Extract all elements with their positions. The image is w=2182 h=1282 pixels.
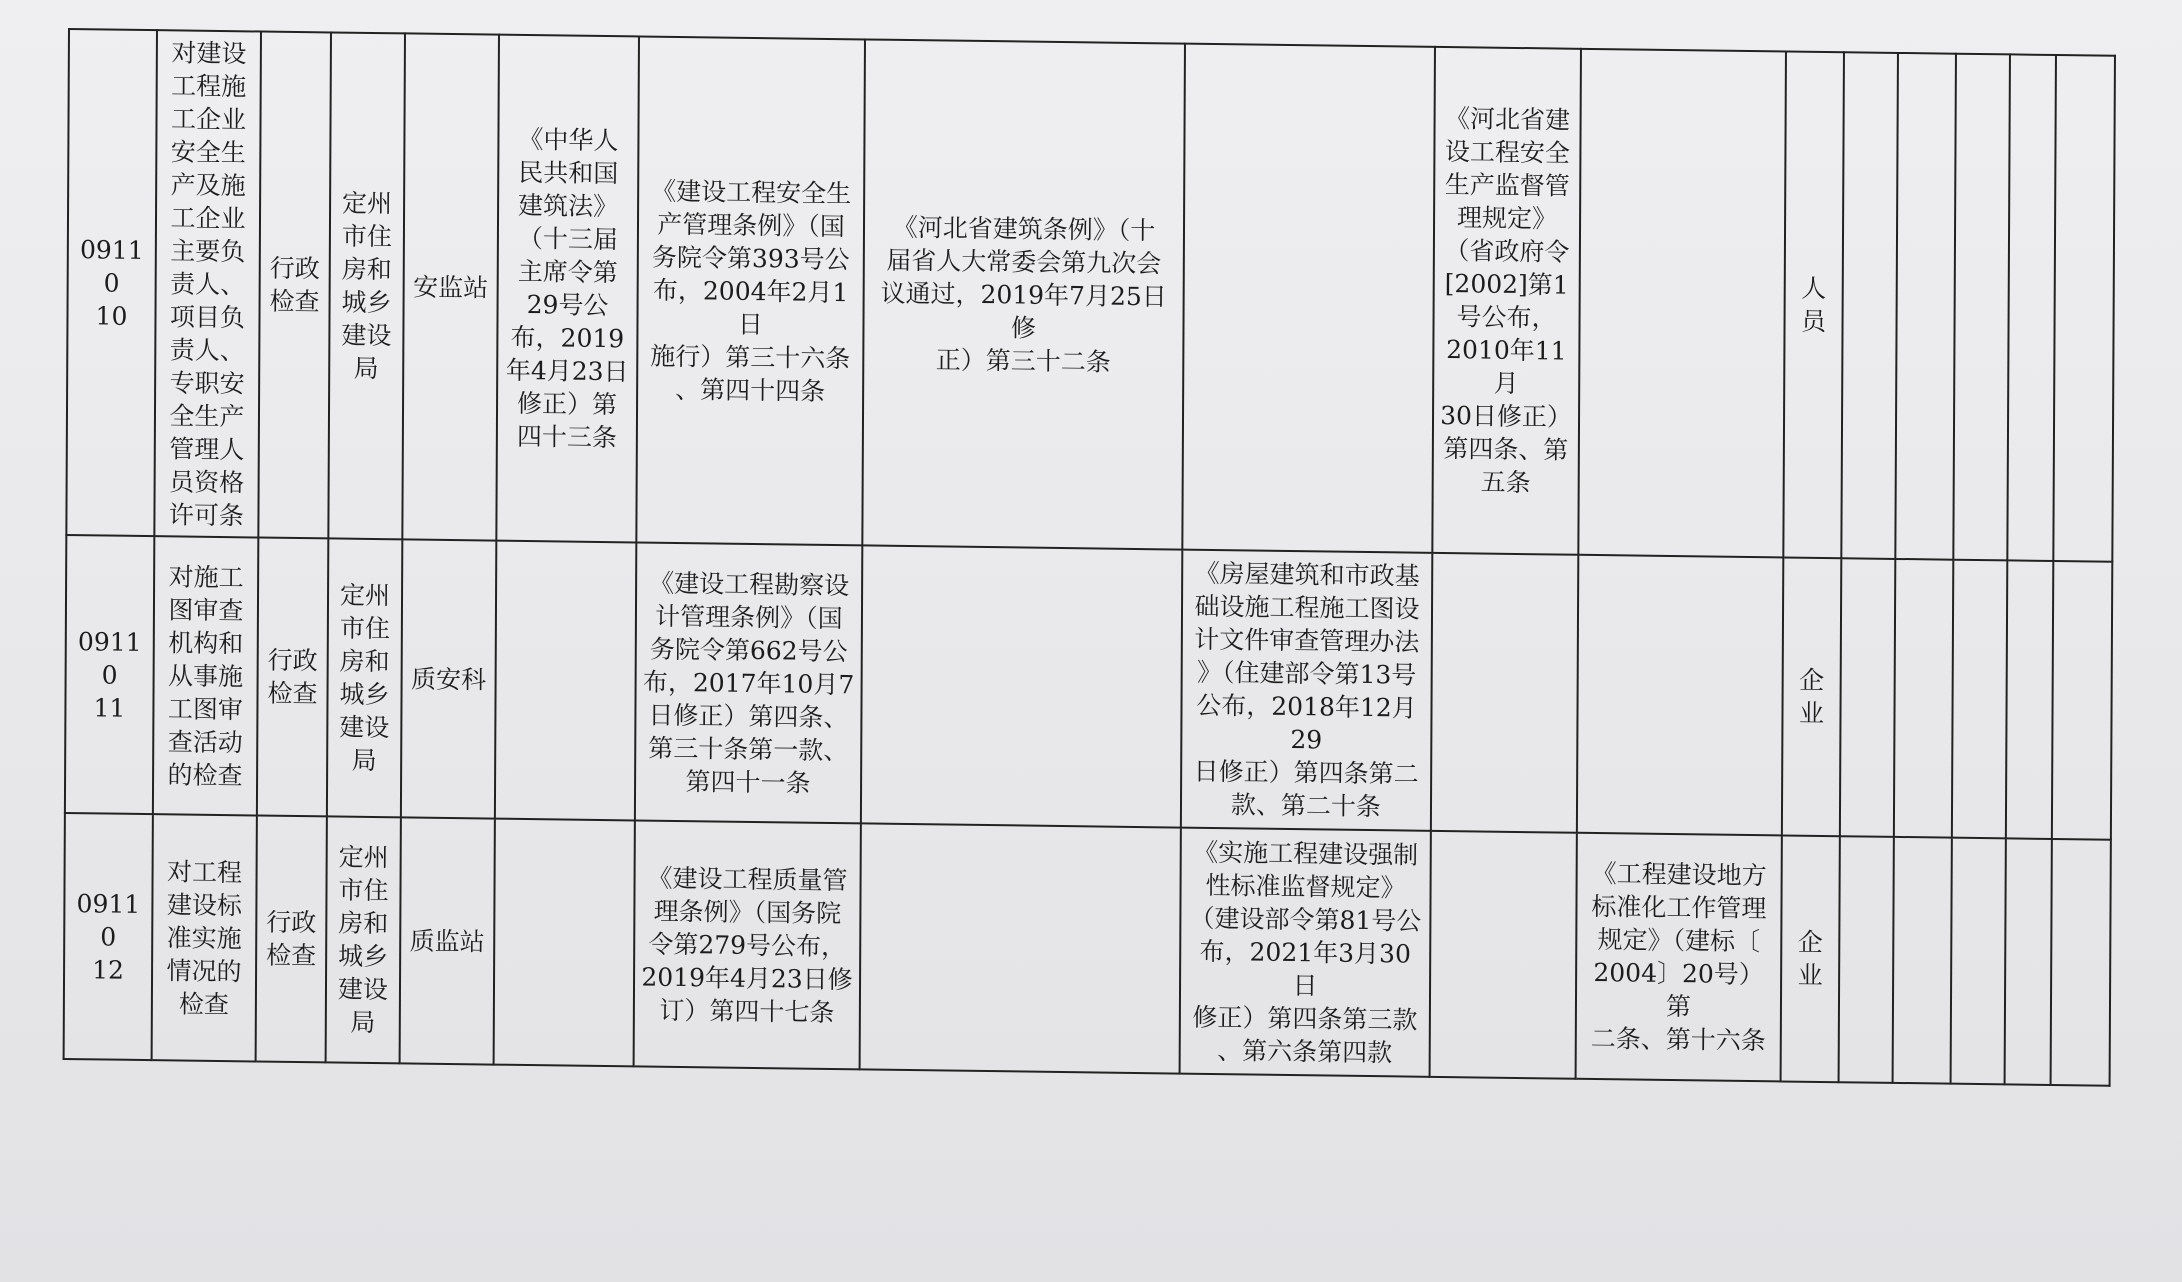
department-cell (326, 816, 401, 1063)
implementing-unit: 安监站 (413, 272, 489, 303)
admin-regulation-basis: 《建设工程勘察设 计管理条例》（国 务院令第662号公 布，2017年10月7 日修正）第四条、 第三十条第一款、 第四十一条 (642, 568, 855, 798)
inspection-object: 企 业 (1798, 665, 1825, 728)
empty-cell (2006, 560, 2053, 839)
admin-regulation-cell (635, 542, 862, 823)
table-row (66, 29, 2115, 562)
local-rule-cell (1430, 831, 1577, 1079)
empty-cell (1841, 52, 1898, 559)
department-rule-basis: 《房屋建筑和市政基 础设施工程施工图设 计文件审查管理办法 》（住建部令第13号 公布，2018年12月29 日修正）第四条第二 款、第二十条 (1193, 558, 1420, 822)
inspection-object-cell (1781, 835, 1840, 1082)
empty-cell (1839, 836, 1894, 1083)
law-basis-cell (495, 541, 636, 821)
local-regulation-basis: 《河北省建筑条例》（十 届省人大常委会第九次会 议通过，2019年7月25日修 正）第三十二条 (880, 212, 1167, 377)
empty-cell (1951, 838, 2006, 1085)
unit-cell (402, 33, 499, 540)
inspection-object-cell (1782, 557, 1841, 836)
law-basis-cell (496, 35, 639, 543)
admin-regulation-basis: 《建设工程安全生 产管理条例》（国 务院令第393号公 布，2004年2月1日 施行）第三十六条 、第四十四条 (650, 176, 852, 406)
department-rule-cell (1180, 828, 1431, 1077)
local-regulation-cell (860, 823, 1181, 1073)
local-rule-cell (1431, 553, 1578, 833)
item-type: 行政 检查 (267, 645, 318, 709)
local-regulation-cell (861, 545, 1182, 827)
item-code-cell (64, 813, 153, 1060)
item-type: 行政 检查 (269, 253, 320, 317)
item-code-cell (66, 29, 157, 536)
department-cell (328, 32, 405, 539)
document-sheet (63, 28, 2114, 1087)
empty-cell (1893, 837, 1952, 1084)
local-rule-cell (1432, 47, 1581, 555)
implementing-unit: 质监站 (409, 925, 485, 956)
item-name: 对工程 建设标 准实施 情况的 检查 (166, 856, 243, 1019)
department-rule-basis: 《实施工程建设强制 性标准监督规定》 （建设部令第81号公 布，2021年3月30日 修正）第四条第三款 、第六条第四款 (1189, 837, 1422, 1067)
unit-cell (401, 539, 496, 818)
department: 定州 市住 房和 城乡 建设 局 (337, 842, 389, 1038)
local-rule-basis: 《河北省建 设工程安全 生产监督管 理规定》 （省政府令 [2002]第1 号公布， 2010年11月 30日修正） 第四条、第 五条 (1440, 104, 1573, 498)
empty-cell (1895, 53, 1956, 560)
item-code: 09110 10 (79, 234, 144, 331)
empty-cell (1952, 560, 2007, 839)
empty-cell (2051, 839, 2111, 1086)
other-basis: 《工程建设地方 标准化工作管理 规定》（建标〔 2004〕20号）第 二条、第十六条 (1590, 858, 1767, 1056)
empty-cell (1894, 559, 1953, 838)
other-basis-cell (1577, 555, 1783, 836)
department: 定州 市住 房和 城乡 建设 局 (339, 580, 391, 776)
department: 定州 市住 房和 城乡 建设 局 (341, 188, 393, 384)
implementing-unit: 质安科 (411, 664, 487, 694)
item-name-cell (154, 30, 261, 537)
admin-regulation-cell (634, 820, 861, 1069)
department-rule-cell (1181, 550, 1432, 831)
unit-cell (400, 817, 495, 1064)
item-code-cell (65, 535, 154, 814)
item-type-cell (258, 32, 331, 539)
inspection-object-cell (1783, 51, 1844, 558)
empty-cell (2053, 55, 2115, 562)
item-name: 对施工 图审查 机构和 从事施 工图审 查活动 的检查 (167, 561, 244, 790)
department-cell (327, 538, 402, 817)
table-row (64, 813, 2111, 1086)
item-code: 09110 11 (77, 626, 142, 723)
local-regulation-cell (862, 39, 1185, 549)
item-name: 对建设 工程施 工企业 安全生 产及施 工企业 主要负 责人、 项目负 责人、 专职安 全生产 管理人 员资格 许可条 (168, 37, 247, 530)
item-code: 09110 12 (76, 888, 141, 985)
other-basis-cell (1578, 49, 1786, 558)
admin-regulation-cell (636, 36, 865, 545)
department-rule-cell (1182, 44, 1435, 553)
item-type-cell (256, 815, 327, 1062)
inspection-items-table (63, 28, 2116, 1087)
empty-cell (1840, 558, 1895, 837)
inspection-object: 人 员 (1800, 273, 1827, 337)
empty-cell (2052, 561, 2112, 840)
empty-cell (1953, 54, 2010, 561)
table-row (65, 535, 2112, 840)
item-type: 行政 检查 (266, 907, 317, 971)
item-type-cell (257, 537, 328, 816)
law-basis-cell (494, 819, 635, 1067)
item-name-cell (153, 536, 258, 815)
inspection-object: 企 业 (1797, 927, 1823, 990)
other-basis-cell (1576, 833, 1782, 1082)
admin-regulation-basis: 《建设工程质量管 理条例》（国务院 令第279号公布， 2019年4月23日修 订）第四十七条 (641, 863, 853, 1027)
item-name-cell (152, 814, 257, 1061)
empty-cell (2007, 54, 2056, 561)
law-basis: 《中华人 民共和国 建筑法》 （十三届 主席令第 29号公 布，2019 年4月23日 修正）第 四十三条 (505, 124, 629, 453)
empty-cell (2005, 838, 2052, 1085)
